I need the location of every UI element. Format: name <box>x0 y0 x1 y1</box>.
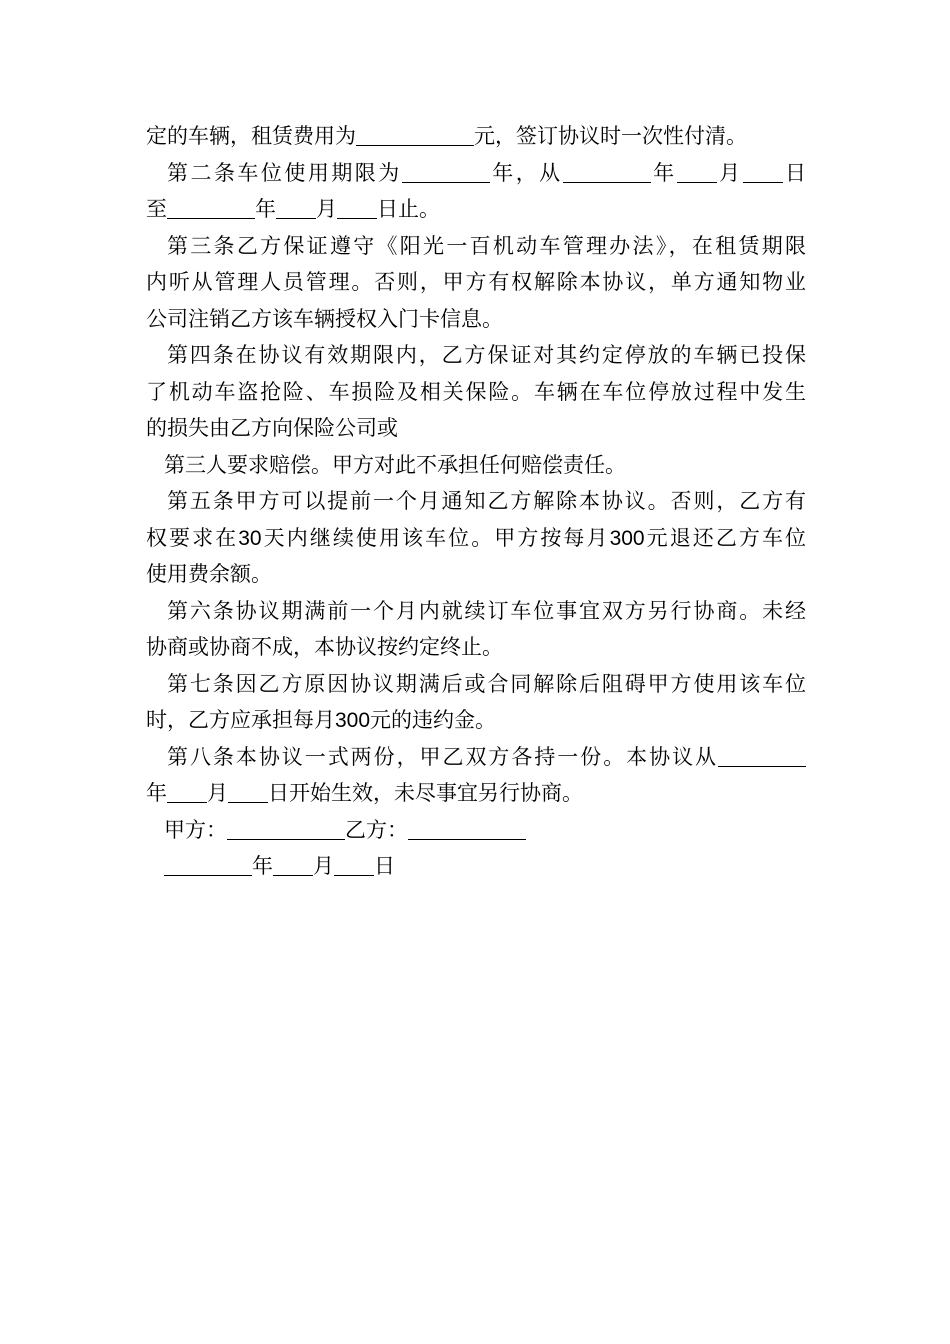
text: 年 <box>650 160 677 185</box>
clause-6-line-1: 第六条协议期满前一个月内就续订车位事宜双方另行协商。未经 <box>167 598 806 623</box>
text: 天内继续使用该车位。甲方按每月 <box>261 525 610 550</box>
party-b-label: 乙方： <box>345 817 408 842</box>
text: 月 <box>716 160 743 185</box>
clause-5-line-3: 使用费余额。 <box>146 562 272 586</box>
text: 权要求在 <box>146 525 239 550</box>
signature-line <box>146 812 806 849</box>
text: 月 <box>316 197 337 221</box>
effective-month-blank <box>167 780 207 803</box>
effective-year-blank <box>718 744 806 767</box>
text: 日 <box>374 854 395 878</box>
sign-month-blank <box>273 853 313 876</box>
years-blank <box>402 160 490 183</box>
text: 日 <box>782 160 807 185</box>
sign-year-blank <box>164 853 252 876</box>
clause-4-line-2: 了机动车盗抢险、车损险及相关保险。车辆在车位停放过程中发生 <box>146 379 806 404</box>
text: 元的违约金。 <box>370 708 497 732</box>
clause-3-line-1: 第三条乙方保证遵守《阳光一百机动车管理办法》，在租赁期限 <box>167 233 806 258</box>
clause-8-line-2 <box>146 775 806 812</box>
refund-rate-value: 300 <box>609 526 645 550</box>
text: 年，从 <box>489 160 563 185</box>
text: 时，乙方应承担每月 <box>146 708 335 732</box>
signature-date-line <box>146 848 806 885</box>
clause-6-line-2: 协商或协商不成，本协议按约定终止。 <box>146 635 503 659</box>
text: 至 <box>146 197 167 221</box>
clause-5-line-2 <box>146 520 806 557</box>
clause-8-line-1 <box>146 739 806 776</box>
end-year-blank <box>167 196 255 219</box>
text: 年 <box>146 781 167 805</box>
clause-7-line-2 <box>146 702 806 739</box>
text: 日止。 <box>377 197 440 221</box>
party-a-label: 甲方： <box>164 817 227 842</box>
fee-blank <box>356 123 474 146</box>
start-year-blank <box>563 160 651 183</box>
clause-1-tail <box>146 118 806 155</box>
clause-4-line-3: 的损失由乙方向保险公司或 <box>146 416 398 440</box>
party-a-blank <box>227 817 345 840</box>
text: 年 <box>255 197 276 221</box>
clause-4-line-4: 第三人要求赔偿。甲方对此不承担任何赔偿责任。 <box>164 452 626 477</box>
text: 第八条本协议一式两份，甲乙双方各持一份。本协议从 <box>167 744 718 769</box>
text: 日开始生效，未尽事宜另行协商。 <box>268 781 583 805</box>
text: 月 <box>207 781 228 805</box>
sign-day-blank <box>334 853 374 876</box>
clause-3-line-2: 内听从管理人员管理。否则，甲方有权解除本协议，单方通知物业 <box>146 270 806 294</box>
text: 月 <box>313 854 334 878</box>
clause-3-line-3: 公司注销乙方该车辆授权入门卡信息。 <box>146 306 503 331</box>
text: 元，签订协议时一次性付清。 <box>474 124 747 148</box>
start-month-blank <box>677 160 717 183</box>
effective-day-blank <box>228 780 268 803</box>
end-month-blank <box>276 196 316 219</box>
text: 定的车辆，租赁费用为 <box>146 124 356 148</box>
days-value: 30 <box>238 526 262 550</box>
contract-page <box>146 118 806 885</box>
clause-5-line-1: 第五条甲方可以提前一个月通知乙方解除本协议。否则，乙方有 <box>167 489 806 513</box>
end-day-blank <box>337 196 377 219</box>
text: 元退还乙方车位 <box>644 525 807 550</box>
text: 第二条车位使用期限为 <box>167 160 402 185</box>
start-day-blank <box>743 160 783 183</box>
penalty-value: 300 <box>335 709 371 732</box>
clause-4-line-1: 第四条在协议有效期限内，乙方保证对其约定停放的车辆已投保 <box>167 343 806 367</box>
party-b-blank <box>408 817 526 840</box>
clause-2-line-1 <box>146 155 806 192</box>
text: 年 <box>252 854 273 878</box>
clause-2-line-2 <box>146 191 806 228</box>
clause-7-line-1: 第七条因乙方原因协议期满后或合同解除后阻碍甲方使用该车位 <box>167 671 806 696</box>
